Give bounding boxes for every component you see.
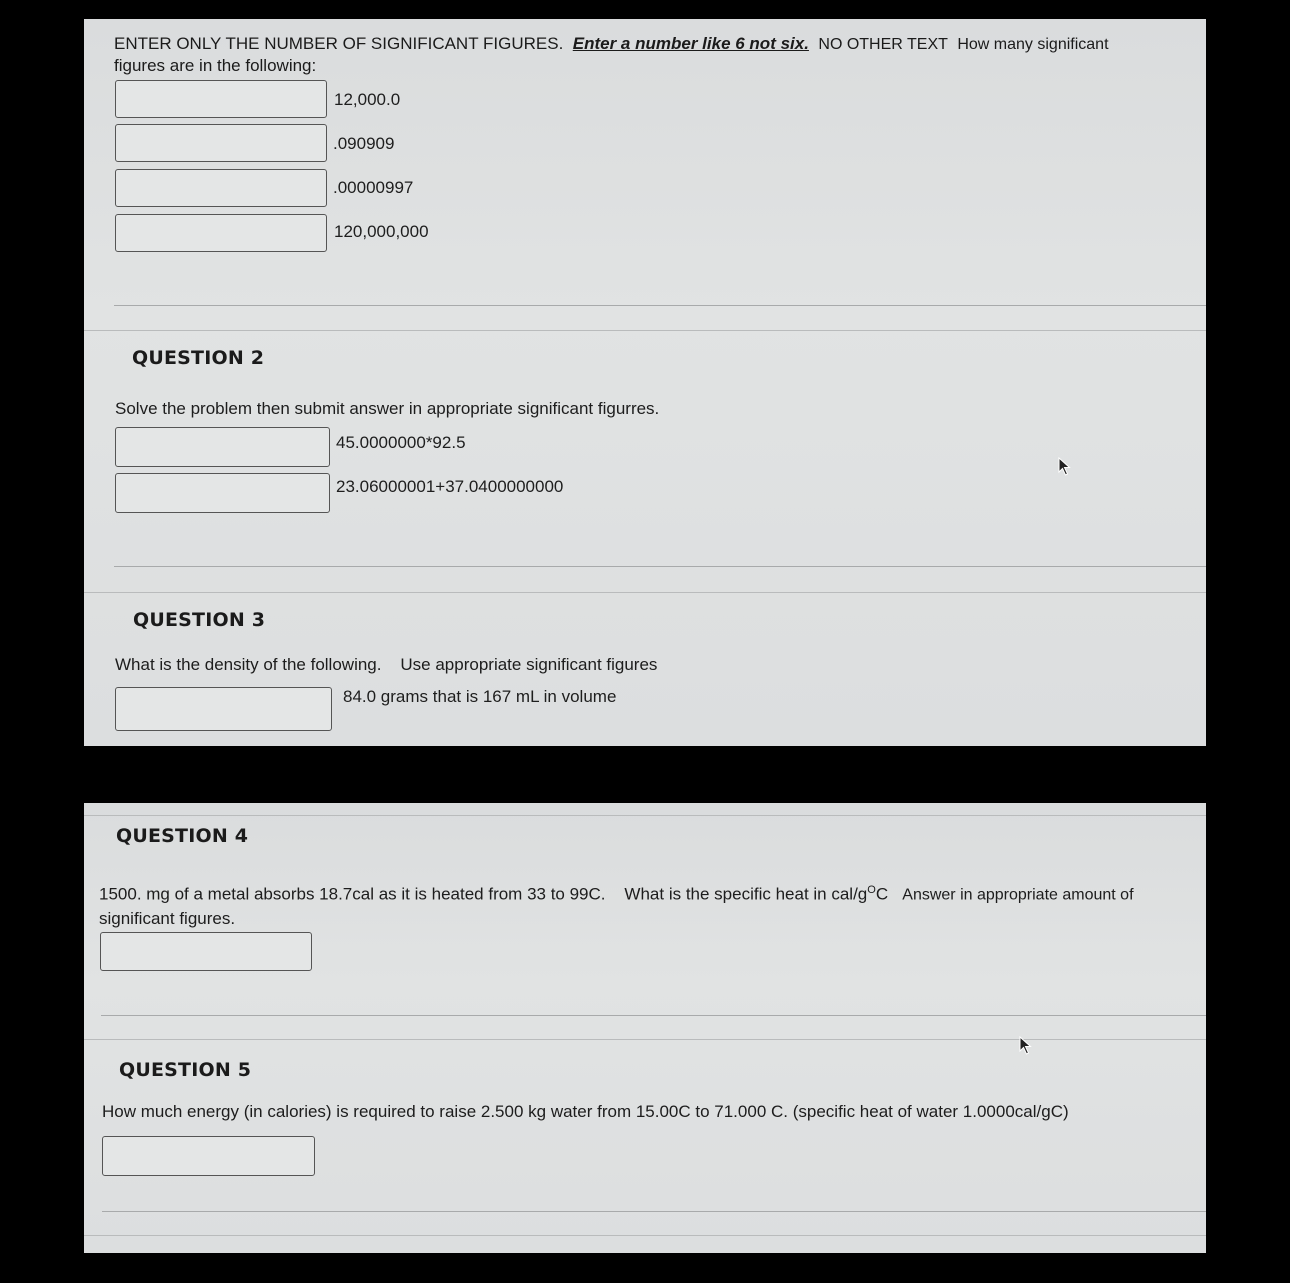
question-4-prompt-line2: significant figures.	[99, 908, 236, 928]
question-3-prompt-a: What is the density of the following.	[115, 655, 382, 674]
question-4-title: QUESTION 4	[116, 825, 249, 847]
q1-value-4: 120,000,000	[334, 222, 429, 241]
question-1-instructions	[114, 33, 1194, 76]
answer-input-q2-1[interactable]	[115, 427, 330, 467]
answer-input-q1-2[interactable]	[115, 124, 327, 162]
question-3-title: QUESTION 3	[133, 609, 266, 631]
answer-input-q4[interactable]	[100, 932, 312, 971]
answer-input-q1-1[interactable]	[115, 80, 327, 118]
q1-value-3: .00000997	[333, 178, 414, 197]
divider	[102, 1211, 1206, 1212]
instruction-no-text: NO OTHER TEXT	[818, 36, 948, 53]
divider	[101, 1015, 1206, 1016]
question-5-title: QUESTION 5	[119, 1059, 252, 1081]
answer-input-q2-2[interactable]	[115, 473, 330, 513]
instruction-emphasis: Enter a number like 6 not six.	[572, 34, 809, 53]
instruction-line2: figures are in the following:	[114, 56, 317, 75]
instruction-main: ENTER ONLY THE NUMBER OF SIGNIFICANT FIGURES.	[114, 34, 564, 53]
divider	[114, 566, 1206, 567]
instruction-tail: How many significant	[957, 36, 1109, 53]
mouse-cursor-icon	[1058, 457, 1072, 477]
question-4-prompt-a: 1500. mg of a metal absorbs 18.7cal as it is heated from 33 to 99C.	[99, 884, 606, 904]
answer-input-q3-1[interactable]	[115, 687, 332, 731]
divider	[84, 815, 1206, 816]
mouse-cursor-icon	[1019, 1036, 1033, 1056]
quiz-panel-bottom	[84, 803, 1206, 1253]
question-3-prompt	[115, 655, 657, 675]
q3-value-1: 84.0 grams that is 167 mL in volume	[343, 687, 617, 706]
answer-input-q1-4[interactable]	[115, 214, 327, 252]
question-4-prompt-d: Answer in appropriate amount of	[902, 886, 1134, 904]
divider	[114, 305, 1206, 306]
answer-input-q1-3[interactable]	[115, 169, 327, 207]
question-2-title: QUESTION 2	[132, 347, 265, 369]
divider	[84, 1235, 1206, 1236]
question-5-prompt: How much energy (in calories) is required to raise 2.500 kg water from 15.00C to 71.000 C. (specific heat of water 1.0000cal/gC)	[102, 1102, 1069, 1121]
divider	[84, 592, 1206, 593]
divider	[84, 1039, 1206, 1040]
q1-value-2: .090909	[333, 134, 395, 153]
question-4-prompt-c: C	[875, 884, 889, 904]
question-2-prompt: Solve the problem then submit answer in appropriate significant figurres.	[115, 399, 660, 418]
q2-value-1: 45.0000000*92.5	[336, 433, 466, 452]
divider	[84, 330, 1206, 331]
question-4-prompt-b: What is the specific heat in cal/g	[624, 884, 868, 904]
question-3-prompt-b: Use appropriate significant figures	[400, 655, 658, 674]
q1-value-1: 12,000.0	[334, 90, 401, 109]
answer-input-q5[interactable]	[102, 1136, 315, 1176]
question-4-prompt	[99, 879, 1194, 930]
quiz-panel-top	[84, 19, 1206, 746]
q2-value-2: 23.06000001+37.0400000000	[336, 477, 564, 496]
question-4-prompt-sup: O	[867, 884, 876, 896]
